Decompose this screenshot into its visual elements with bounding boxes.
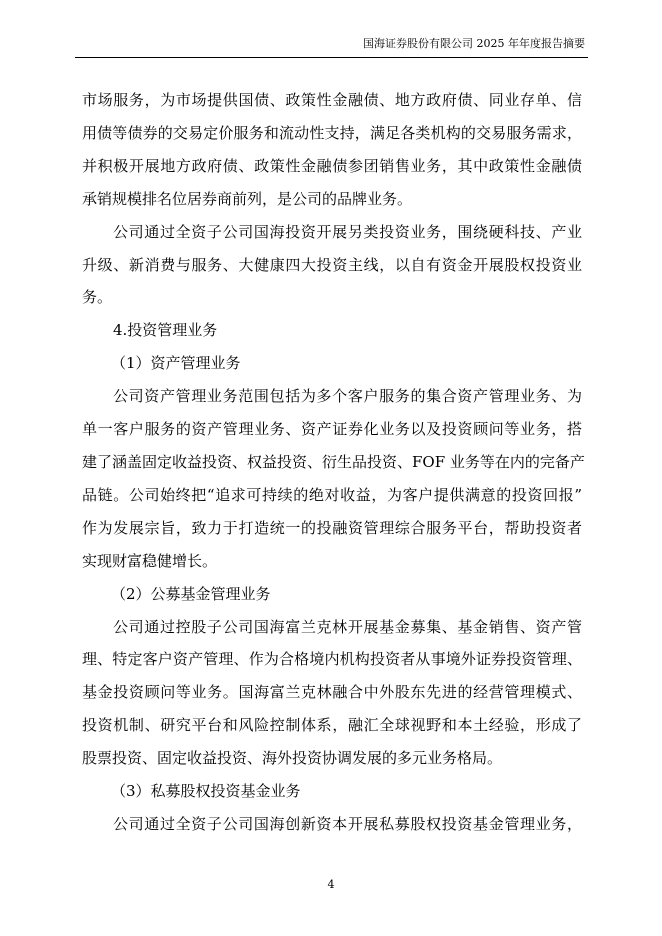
text-line: 投资机制、研究平台和风险控制体系，融汇全球视野和本土经验，形成了 bbox=[82, 716, 582, 735]
paragraph-public-fund bbox=[82, 611, 582, 776]
text-line: 作为发展宗旨，致力于打造统一的投融资管理综合服务平台，帮助投资者 bbox=[82, 518, 582, 537]
text-line: 升级、新消费与服务、大健康四大投资主线，以自有资金开展股权投资业 bbox=[82, 255, 582, 274]
text-line: 实现财富稳健增长。 bbox=[82, 551, 218, 570]
section-heading-investment-management: 4.投资管理业务 bbox=[113, 321, 218, 340]
paragraph-market-services bbox=[82, 84, 582, 216]
subsection-heading-asset-management: （1）资产管理业务 bbox=[111, 354, 241, 373]
text-line: 理、特定客户资产管理、作为合格境内机构投资者从事境外证券投资管理、 bbox=[82, 650, 582, 669]
text-line: 公司资产管理业务范围包括为多个客户服务的集合资产管理业务、为 bbox=[113, 387, 582, 406]
document-body bbox=[82, 84, 585, 841]
paragraph-asset-management bbox=[82, 380, 585, 577]
text-line: 公司通过控股子公司国海富兰克林开展基金募集、基金销售、资产管 bbox=[113, 617, 582, 636]
text-line: 并积极开展地方政府债、政策性金融债参团销售业务，其中政策性金融债 bbox=[82, 156, 582, 175]
text-line: 承销规模排名位居券商前列，是公司的品牌业务。 bbox=[82, 189, 413, 208]
header-divider bbox=[75, 57, 588, 58]
text-line: 建了涵盖固定收益投资、权益投资、衍生品投资、FOF 业务等在内的完备产 bbox=[82, 452, 585, 471]
subsection-heading-public-fund: （2）公募基金管理业务 bbox=[111, 584, 271, 603]
text-line: 品链。公司始终把“追求可持续的绝对收益，为客户提供满意的投资回报” bbox=[82, 485, 582, 504]
text-line: 单一客户服务的资产管理业务、资产证券化业务以及投资顾问等业务，搭 bbox=[82, 420, 582, 439]
paragraph-alternative-investment bbox=[82, 216, 582, 315]
text-line: 用债等债券的交易定价服务和流动性支持，满足各类机构的交易服务需求， bbox=[82, 123, 582, 142]
text-line: 务。 bbox=[82, 288, 113, 307]
paragraph-private-equity bbox=[82, 808, 582, 841]
report-header-title: 国海证券股份有限公司 2025 年年度报告摘要 bbox=[363, 37, 585, 50]
text-line: 市场服务，为市场提供国债、政策性金融债、地方政府债、同业存单、信 bbox=[82, 91, 582, 109]
page-number: 4 bbox=[327, 878, 335, 891]
text-line: 股票投资、固定收益投资、海外投资协调发展的多元业务格局。 bbox=[82, 749, 503, 768]
text-line: 公司通过全资子公司国海投资开展另类投资业务，围绕硬科技、产业 bbox=[113, 222, 582, 241]
text-line: 基金投资顾问等业务。国海富兰克林融合中外股东先进的经营管理模式、 bbox=[82, 683, 582, 702]
subsection-heading-private-equity: （3）私募股权投资基金业务 bbox=[111, 782, 301, 801]
text-line: 公司通过全资子公司国海创新资本开展私募股权投资基金管理业务， bbox=[113, 814, 582, 833]
